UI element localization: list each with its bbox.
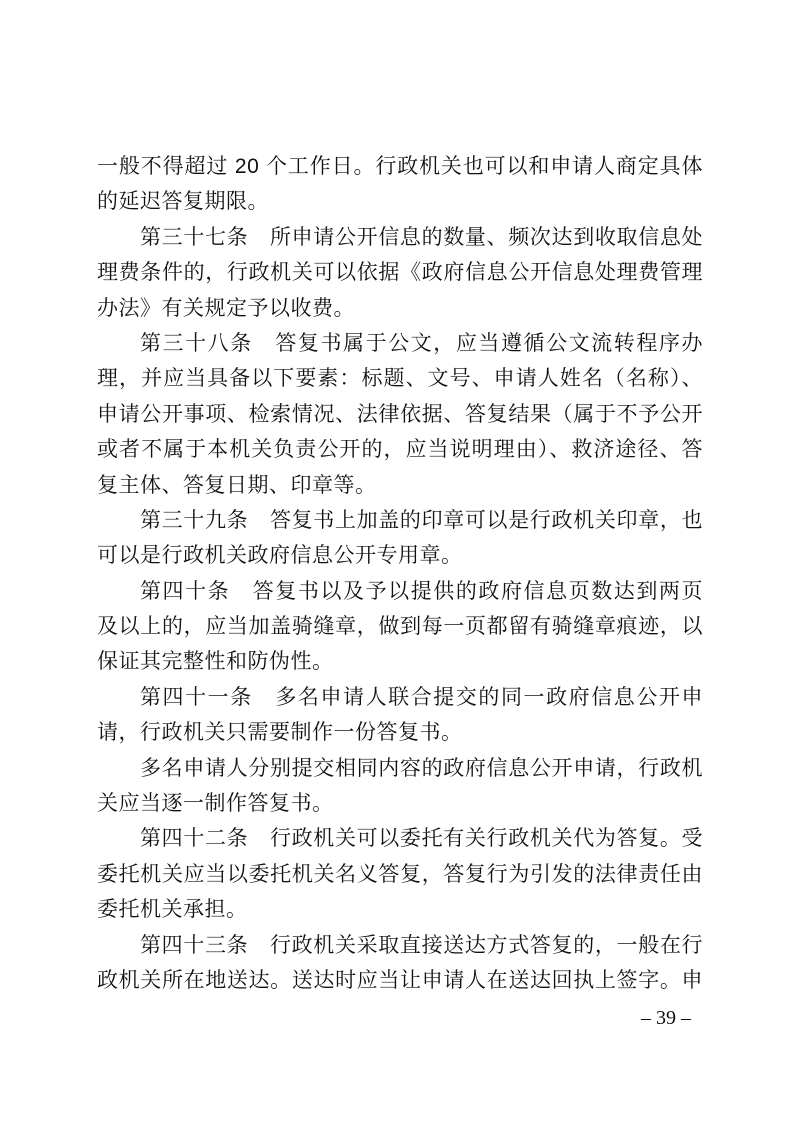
text-line: 及以上的，应当加盖骑缝章，做到每一页都留有骑缝章痕迹，以 [97, 615, 703, 639]
text-line-article-43: 第四十三条 行政机关采取直接送达方式答复的，一般在行 [140, 933, 703, 957]
text-line: 理费条件的，行政机关可以依据《政府信息公开信息处理费管理 [97, 261, 703, 285]
text-line-article-38: 第三十八条 答复书属于公文，应当遵循公文流转程序办 [140, 331, 703, 355]
text-line-article-42: 第四十二条 行政机关可以委托有关行政机关代为答复。受 [140, 827, 703, 851]
text-line: 复主体、答复日期、印章等。 [97, 473, 377, 497]
text-line: 一般不得超过 20 个工作日。行政机关也可以和申请人商定具体 [97, 155, 703, 178]
text-line: 或者不属于本机关负责公开的，应当说明理由）、救济途径、答 [97, 438, 703, 462]
document-body [97, 149, 703, 998]
text-line: 委托机关应当以委托机关名义答复，答复行为引发的法律责任由 [97, 862, 703, 886]
text-line: 申请公开事项、检索情况、法律依据、答复结果（属于不予公开 [97, 402, 703, 426]
text-line: 办法》有关规定予以收费。 [97, 296, 355, 320]
text-line: 可以是行政机关政府信息公开专用章。 [97, 544, 463, 568]
text-line-article-37: 第三十七条 所申请公开信息的数量、频次达到收取信息处 [140, 225, 703, 249]
text-line-article-39: 第三十九条 答复书上加盖的印章可以是行政机关印章，也 [140, 508, 703, 532]
page-number: – 39 – [641, 1007, 691, 1029]
text-line-article-41: 第四十一条 多名申请人联合提交的同一政府信息公开申 [140, 685, 703, 709]
text-line: 关应当逐一制作答复书。 [97, 792, 334, 816]
text-line: 保证其完整性和防伪性。 [97, 650, 334, 674]
text-line: 理，并应当具备以下要素：标题、文号、申请人姓名（名称）、 [97, 367, 703, 391]
text-line-article-40: 第四十条 答复书以及予以提供的政府信息页数达到两页 [140, 579, 703, 603]
text-line: 请，行政机关只需要制作一份答复书。 [97, 721, 463, 745]
text-line: 多名申请人分别提交相同内容的政府信息公开申请，行政机 [140, 756, 703, 780]
text-line: 的延迟答复期限。 [97, 190, 269, 214]
text-line: 政机关所在地送达。送达时应当让申请人在送达回执上签字。申 [97, 968, 703, 992]
text-line: 委托机关承担。 [97, 898, 248, 922]
